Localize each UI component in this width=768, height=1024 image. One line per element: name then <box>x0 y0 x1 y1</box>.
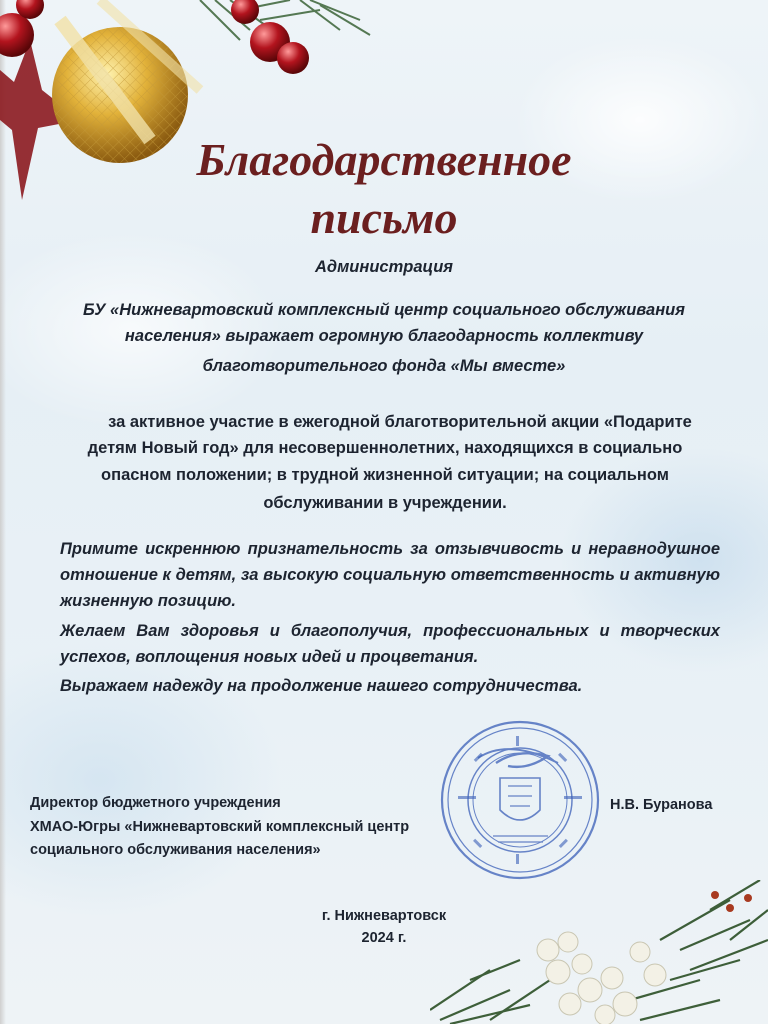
reason-line2: детям Новый год» для несовершеннолетних, находящихся в социально <box>87 439 683 457</box>
addressee-line2: БУ «Нижневартовский комплексный центр социального обслуживания <box>83 301 685 319</box>
footer-year: 2024 г. <box>361 930 407 946</box>
addressee-line4: благотворительного фонда «Мы вместе» <box>202 357 566 375</box>
wishes-paragraph: Желаем Вам здоровья и благополучия, профессиональных и творческих успехов, воплощения новых идей и процветания. <box>60 622 720 666</box>
cooperation-paragraph: Выражаем надежду на продолжение нашего сотрудничества. <box>60 677 583 695</box>
signatory-position-line1: Директор бюджетного учреждения <box>30 795 281 811</box>
footer-city: г. Нижневартовск <box>321 908 447 924</box>
reason-line4: обслуживании в учреждении. <box>263 494 507 512</box>
addressee-line3: населения» выражает огромную благодарность коллективу <box>124 327 644 345</box>
signatory-position-line3: социального обслуживания населения» <box>30 842 321 858</box>
signatory-position-line2: ХМАО-Югры «Нижневартовский комплексный центр <box>30 819 410 835</box>
reason-line3: опасном положении; в трудной жизненной ситуации; на социальном <box>101 466 669 484</box>
pine-berry-decoration-bottom-right <box>430 880 768 1024</box>
addressee-line1: Администрация <box>314 258 453 276</box>
letter-title-line1: Благодарственное <box>196 134 572 185</box>
letter-title-line2: письмо <box>310 192 458 243</box>
gratitude-paragraph: Примите искреннюю признательность за отзывчивость и неравнодушное отношение к детям, за высокую социальную ответственность и активную жизненную позицию. <box>60 540 720 610</box>
reason-line1: за активное участие в ежегодной благотворительной акции «Подарите <box>108 413 692 431</box>
signatory-name: Н.В. Буранова <box>610 797 713 813</box>
official-seal-stamp <box>438 718 603 883</box>
